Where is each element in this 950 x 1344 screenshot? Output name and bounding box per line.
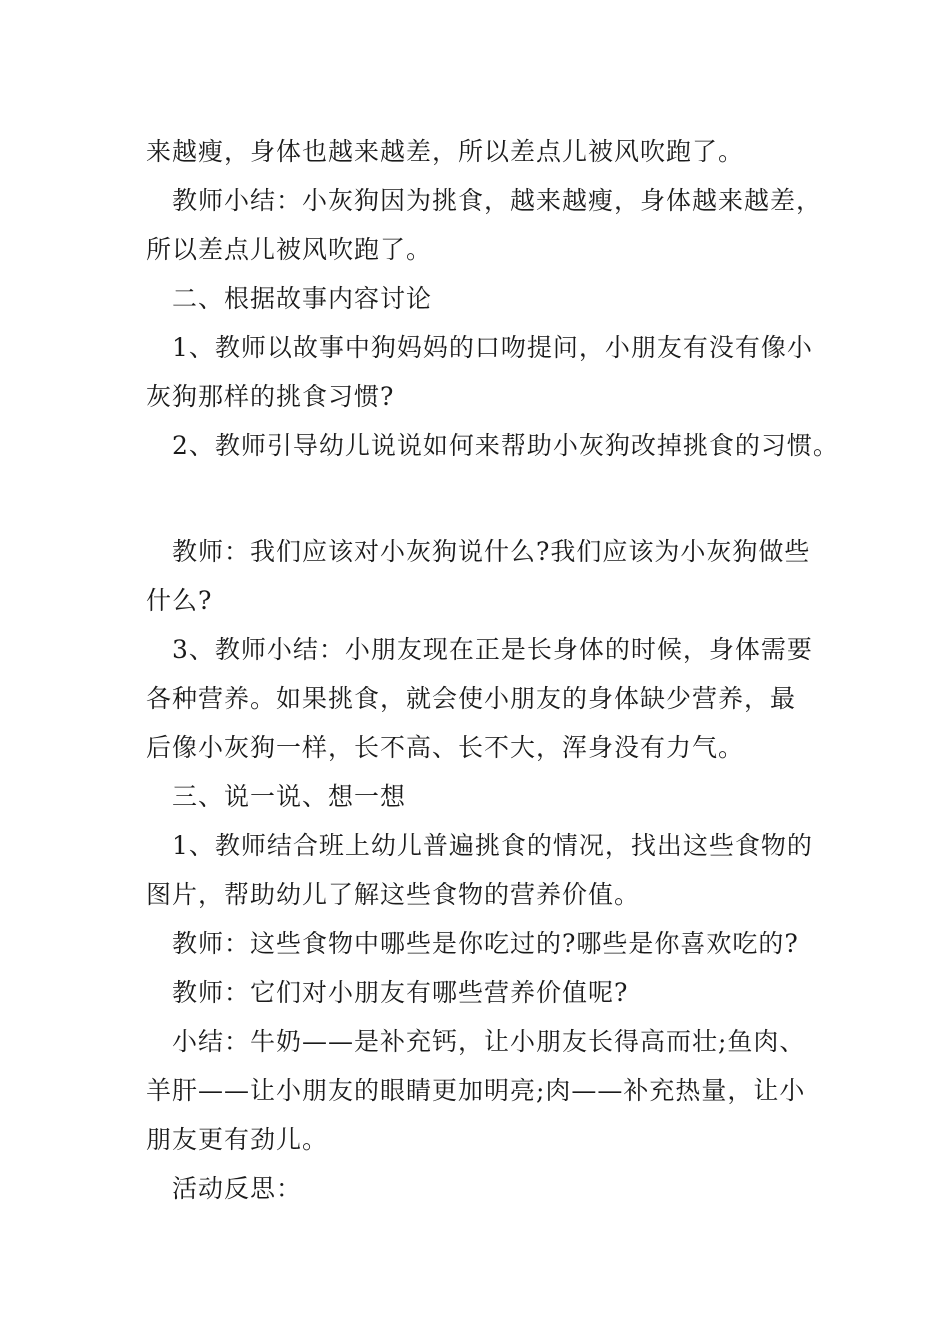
paragraph-line: 3、教师小结：小朋友现在正是长身体的时候，身体需要 [172,635,813,664]
paragraph-line: 后像小灰狗一样，长不高、长不大，浑身没有力气。 [146,733,745,762]
paragraph-line: 1、教师以故事中狗妈妈的口吻提问，小朋友有没有像小 [172,333,813,362]
paragraph-line: 什么? [146,586,213,615]
paragraph-line: 教师：我们应该对小灰狗说什么?我们应该为小灰狗做些 [172,537,811,566]
paragraph-line: 教师：这些食物中哪些是你吃过的?哪些是你喜欢吃的? [172,929,799,958]
section-heading: 三、说一说、想一想 [172,782,407,811]
text-block-2 [146,527,814,1213]
paragraph-line: 朋友更有劲儿。 [146,1125,329,1154]
section-heading: 二、根据故事内容讨论 [172,284,433,313]
paragraph-line: 教师：它们对小朋友有哪些营养价值呢? [172,978,629,1007]
text-block-1 [146,127,839,470]
section-heading: 活动反思： [172,1174,303,1203]
paragraph-line: 图片，帮助幼儿了解这些食物的营养价值。 [146,880,641,909]
paragraph-line: 所以差点儿被风吹跑了。 [146,235,433,264]
paragraph-line: 2、教师引导幼儿说说如何来帮助小灰狗改掉挑食的习惯。 [172,431,839,460]
paragraph-line: 羊肝——让小朋友的眼睛更加明亮;肉——补充热量，让小 [146,1076,806,1105]
paragraph-line: 来越瘦，身体也越来越差，所以差点儿被风吹跑了。 [146,137,745,166]
paragraph-line: 灰狗那样的挑食习惯? [146,382,395,411]
paragraph-line: 小结：牛奶——是补充钙，让小朋友长得高而壮;鱼肉、 [172,1027,806,1056]
paragraph-line: 1、教师结合班上幼儿普遍挑食的情况，找出这些食物的 [172,831,813,860]
paragraph-line: 各种营养。如果挑食，就会使小朋友的身体缺少营养，最 [146,684,797,713]
paragraph-line: 教师小结：小灰狗因为挑食，越来越瘦，身体越来越差， [172,186,823,215]
